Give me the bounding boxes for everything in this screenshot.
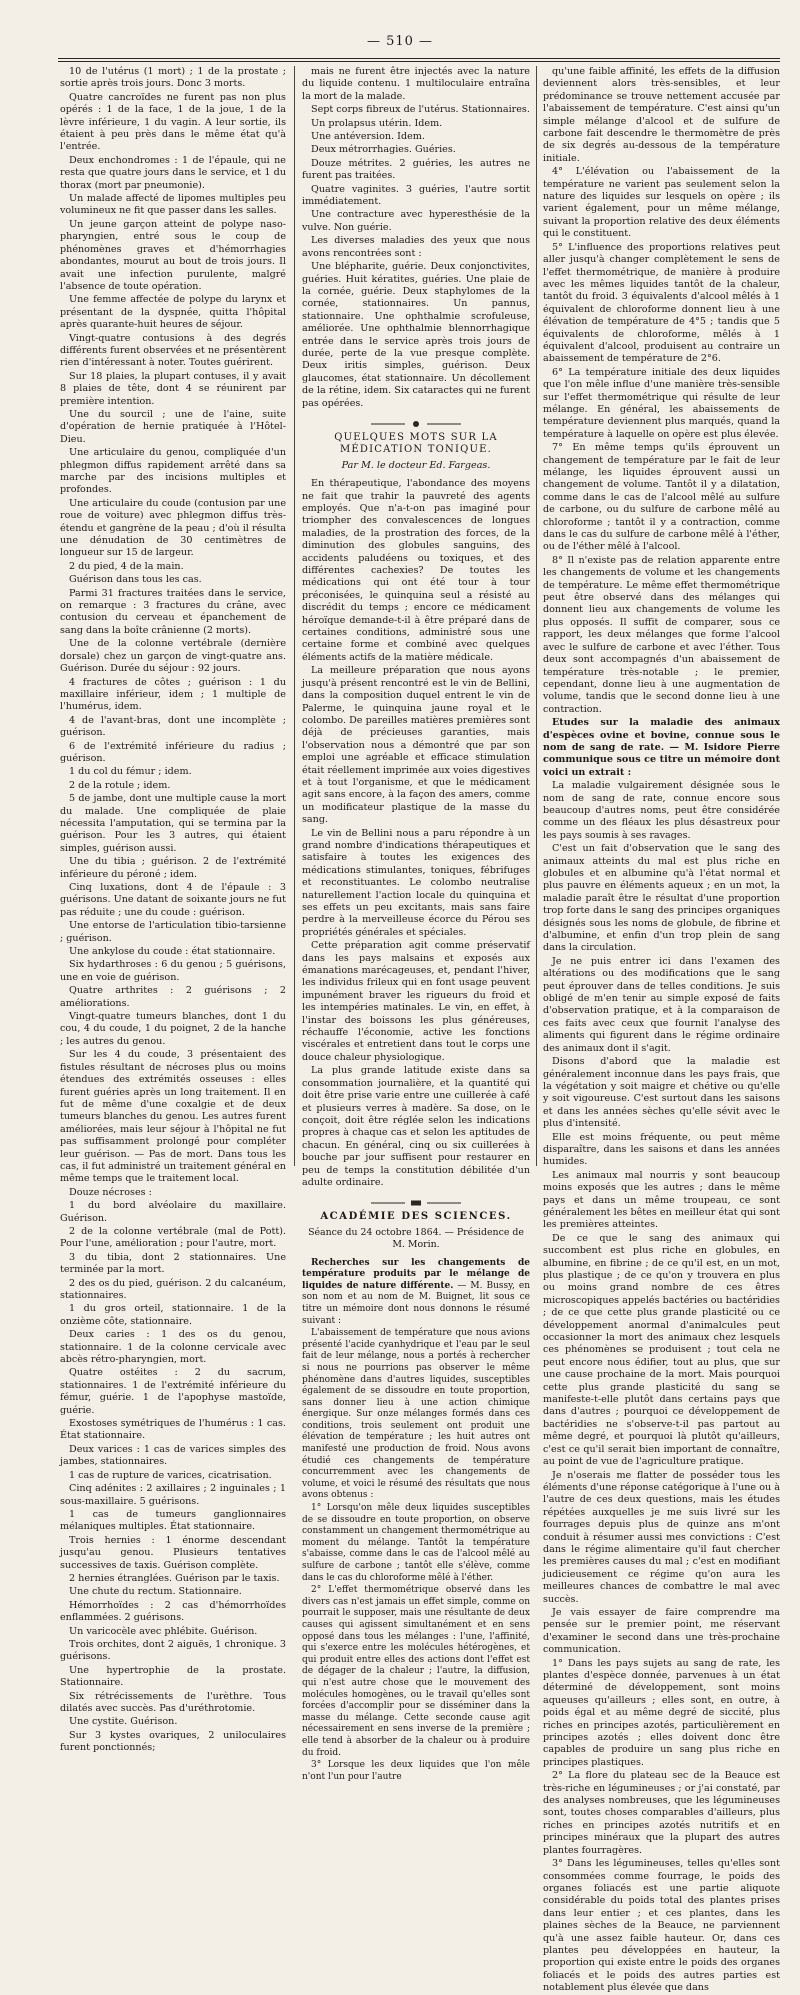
header-rule-thin xyxy=(58,61,780,62)
paragraph: Une blépharite, guérie. Deux conjonctivites, guéries. Huit kératites, guéries. Une plaie de la cornée, guérie. Deux staphylomes de la cornée, stationnaires. Un pannus, stationnaire. Une ophthalmie scrofuleuse, améliorée. Une ophthalmie blennorrhagique entrée dans le service après trois jours de durée, perte de la vue presque complète. Deux iritis simples, guérison. Deux glaucomes, état stationnaire. Un décollement de la rétine, idem. Six cataractes qui ne furent pas opérées. xyxy=(302,261,530,409)
paragraph: Sur 18 plaies, la plupart contuses, il y avait 8 plaies de tête, dont 4 se réunirent par première intention. xyxy=(60,370,286,407)
paragraph: En thérapeutique, l'abondance des moyens ne fait que trahir la pauvreté des agents employés. Que n'a-t-on pas imaginé pour triompher des convalescences de longues maladies, de la prostration des forces, de la diminution des globules sanguins, des accidents paludéens ou toxiques, et des différentes cachexies? De toutes les médications qui ont été tour à tour préconisées, le quinquina seul a résisté au discrédit du temps ; encore ce médicament héroïque demande-t-il à être préparé dans de certaines conditions, administré sous une certaine forme et combiné avec quelques éléments actifs de la matière médicale. xyxy=(302,478,530,663)
paragraph: Quatre arthrites : 2 guérisons ; 2 améliorations. xyxy=(60,985,286,1009)
column-3 xyxy=(543,66,780,1994)
academy-lead-paragraph xyxy=(302,1258,530,1328)
header-rule xyxy=(58,58,780,59)
paragraph: Une ankylose du coude : état stationnaire. xyxy=(69,946,276,958)
paragraph: 1° Lorsqu'on mêle deux liquides susceptibles de se dissoudre en toute proportion, on observe constamment un changement thermométrique au moment du mélange. Tantôt la température s'abaisse, comme dans le cas de l'alcool mêlé au sulfure de carbone ; tantôt elle s'élève, comme dans le cas du chloroforme mêlé à l'éther. xyxy=(302,1503,530,1583)
paragraph: 2 de la rotule ; idem. xyxy=(69,779,171,791)
paragraph: Je vais essayer de faire comprendre ma pensée sur le premier point, me réservant d'examiner le second dans une très-prochaine communication. xyxy=(543,1606,780,1656)
paragraph: Sur 3 kystes ovariques, 2 uniloculaires furent ponctionnés; xyxy=(60,1729,286,1754)
page-number: — 510 — xyxy=(366,34,434,49)
paragraph: Je ne puis entrer ici dans l'examen des altérations ou des modifications que le sang peut éprouver dans de telles conditions. Je suis obligé de m'en tenir au simple exposé de faits d'observation pratique, et à la comparaison de ces faits avec ceux que fournit l'analyse des aliments qui figurent dans le régime ordinaire des animaux dont il s'agit. xyxy=(543,955,780,1054)
paragraph: 3° Dans les légumineuses, telles qu'elles sont consommées comme fourrage, le poids des organes foliacés est une partie aliquote considérable du poids total des plantes prises dans leur entier ; et ces plantes, dans les plaines sèches de la Beauce, ne parviennent qu'à une assez faible hauteur. Or, dans ces plantes peu développées en hauteur, la proportion qui existe entre le poids des organes foliacés et le poids des autres parties est notablement plus élevée que dans xyxy=(543,1858,780,1994)
paragraph: 6° La température initiale des deux liquides que l'on mêle influe d'une manière très-sensible sur l'effet thermométrique qui résulte de leur mélange. En général, les abaissements de température deviennent plus marqués, quand la température à laquelle on opère est plus élevée. xyxy=(543,366,780,440)
paragraph: Une de la colonne vertébrale (dernière dorsale) chez un garçon de vingt-quatre ans. Guérison. Durée du séjour : 92 jours. xyxy=(60,638,286,675)
paragraph: Cinq luxations, dont 4 de l'épaule : 3 guérisons. Une datant de soixante jours ne fut pas réduite ; une du coude : guérison. xyxy=(60,882,286,918)
paragraph: 2 de la colonne vertébrale (mal de Pott). Pour l'une, amélioration ; pour l'autre, mort. xyxy=(60,1225,286,1250)
paragraph: Une hypertrophie de la prostate. Stationnaire. xyxy=(60,1664,286,1689)
paragraph: Deux enchondromes : 1 de l'épaule, qui ne resta que quatre jours dans le service, et 1 du thorax (mort par pneumonie). xyxy=(60,154,286,191)
paragraph: 2° L'effet thermométrique observé dans les divers cas n'est jamais un effet simple, comme on pourrait le supposer, mais une résultante de deux causes qui agissent simultanément et en sens opposé dans tous les mélanges : l'une, l'affinité, qui s'exerce entre les molécules hétérogènes, et qui produit entre elles des actions dont l'effet est de dégager de la chaleur ; l'autre, la diffusion, qui n'est autre chose que le mouvement des molécules homogènes, ou le travail qu'elles sont forcées d'accomplir pour se disséminer dans la masse du mélange. Cette seconde cause agit nécessairement en sens inverse de la première ; elle tend à absorber de la chaleur ou à produire du froid. xyxy=(302,1585,530,1758)
paragraph: Un varicocèle avec phlébite. Guérison. xyxy=(69,1625,258,1637)
paragraph: Une articulaire du coude (contusion par une roue de voiture) avec phlegmon diffus très-étendu et gangrène de la peau ; d'où il résulta une dénudation de 30 centimètres de longueur sur 15 de largeur. xyxy=(60,497,286,559)
paragraph: Six rétrécissements de l'urèthre. Tous dilatés avec succès. Pas d'uréthrotomie. xyxy=(60,1690,286,1714)
paragraph: 3 du tibia, dont 2 stationnaires. Une terminée par la mort. xyxy=(60,1251,286,1276)
paragraph: 4 fractures de côtes ; guérison : 1 du maxillaire inférieur, idem ; 1 multiple de l'humérus, idem. xyxy=(60,676,286,713)
paragraph: Une entorse de l'articulation tibio-tarsienne ; guérison. xyxy=(60,920,286,944)
paragraph: Les animaux mal nourris y sont beaucoup moins exposés que les autres ; dans le même pays et dans un même troupeau, ce sont généralement les bêtes en meilleur état qui sont les premières atteintes. xyxy=(543,1169,780,1231)
paragraph: L'abaissement de température que nous avions présenté l'acide cyanhydrique et l'eau par le seul fait de leur mélange, nous a portés à rechercher si nous ne pourrions pas observer le même phénomène dans d'autres liquides, susceptibles également de se dissoudre en toute proportion, sans donner lieu à une action chimique énergique. Sur onze mélanges formés dans ces conditions, trois seulement ont produit une élévation de température ; les huit autres ont manifesté une production de froid. Nous avons étudié ces changements de température concurremment avec les changements de volume, et voici le résumé des résultats que nous avons obtenus : xyxy=(302,1328,530,1501)
paragraph: 2 des os du pied, guérison. 2 du calcanéum, stationnaires. xyxy=(60,1277,286,1301)
paragraph: Je n'oserais me flatter de posséder tous les éléments d'une réponse catégorique à l'une ou à l'autre de ces deux questions, mais les études répétées auxquelles je me suis livré sur les fourrages depuis plus de quinze ans m'ont conduit à résumer aussi mes convictions : C'est dans le régime alimentaire qu'il faut chercher les premières causes du mal ; c'est en modifiant judicieusement ce régime qu'on aura les meilleures chances de combattre le mal avec succès. xyxy=(543,1469,780,1605)
paragraph: Six hydarthroses : 6 du genou ; 5 guérisons, une en voie de guérison. xyxy=(60,959,286,983)
paragraph: Douze métrites. 2 guéries, les autres ne furent pas traitées. xyxy=(302,157,530,182)
paragraph: 6 de l'extrémité inférieure du radius ; guérison. xyxy=(60,740,286,764)
paragraph: Trois orchites, dont 2 aiguës, 1 chronique. 3 guérisons. xyxy=(60,1638,286,1663)
academy-header xyxy=(302,1199,530,1251)
paragraph: Deux métrorrhagies. Guéries. xyxy=(311,144,456,156)
paragraph: Vingt-quatre contusions à des degrés différents furent observées et ne présentèrent rien d'intéressant à noter. Toutes guérirent. xyxy=(60,332,286,369)
paragraph: La plus grande latitude existe dans sa consommation journalière, et la quantité qui doit être prise varie entre une cuillerée à café et plusieurs verres à madère. Sa dose, on le conçoit, doit être réglée selon les indications propres à chaque cas et selon les aptitudes de chacun. En général, cinq ou six cuillerées à bouche par jour suffisent pour restaurer en peu de temps la constitution débilitée d'un adulte ordinaire. xyxy=(302,1065,530,1188)
paragraph: Une contracture avec hyperesthésie de la vulve. Non guérie. xyxy=(302,209,530,233)
section-title: ACADÉMIE DES SCIENCES. xyxy=(320,1211,512,1223)
paragraph: Le vin de Bellini nous a paru répondre à un grand nombre d'indications thérapeutiques et satisfaire à toutes les exigences des médications stimulantes, toniques, fébrifuges et reconstituantes. Le colombo neutralise naturellement l'action locale du quinquina et ses effets un peu excitants, mais sans faire perdre à la merveilleuse écorce du Pérou ses propriétés générales et spéciales. xyxy=(302,827,530,938)
paragraph: 4 de l'avant-bras, dont une incomplète ; guérison. xyxy=(60,714,286,739)
paragraph: Quatre vaginites. 3 guéries, l'autre sortit immédiatement. xyxy=(302,183,530,208)
paragraph: Une articulaire du genou, compliquée d'un phlegmon diffus rapidement arrêté dans sa marche par des incisions multiples et profondes. xyxy=(60,447,286,496)
paragraph: 5 de jambe, dont une multiple cause la mort du malade. Une compliquée de plaie nécessita l'amputation, qui se termina par la guérison. Pour les 3 autres, qui étaient simples, guérison aussi. xyxy=(60,793,286,854)
paragraph: qu'une faible affinité, les effets de la diffusion deviennent alors très-sensibles, et leur prédominance se trouve nettement accusée par l'abaissement de température. C'est ainsi qu'un simple mélange d'alcool et de sulfure de carbone fait descendre le thermomètre de près de six degrés au-dessous de la température initiale. xyxy=(543,66,780,164)
paragraph: C'est un fait d'observation que le sang des animaux atteints du mal est plus riche en globules et en albumine qu'à l'état normal et plus pauvre en éléments aqueux ; en un mot, la maladie paraît être le résultat d'une proportion trop forte dans le sang des principes organiques désignés sous les noms de globule, de fibrine et d'albumine, et enfin d'un trop plein de sang dans la circulation. xyxy=(543,843,780,954)
article-body xyxy=(302,478,530,1189)
paragraph: Guérison dans tous les cas. xyxy=(69,574,202,586)
paragraph: Une du tibia ; guérison. 2 de l'extrémité inférieure du péroné ; idem. xyxy=(60,856,286,880)
paragraph: 5° L'influence des proportions relatives peut aller jusqu'à changer complètement le sens de l'effet thermométrique, de manière à produire avec les mêmes liquides tantôt de la chaleur, tantôt du froid. 3 équivalents d'alcool mêlés à 1 équivalent de chloroforme donnent lieu à une élévation de température de 4°5 ; tandis que 5 équivalents de chloroforme, mêlés à 1 équivalent d'alcool, produisent au contraire un abaissement de température de 2°6. xyxy=(543,241,780,365)
paragraph: 2 du pied, 4 de la main. xyxy=(69,560,184,572)
paragraph: Etudes sur la maladie des animaux d'espèces ovine et bovine, connue sous le nom de sang de rate. — M. Isidore Pierre communique sous ce titre un mémoire dont voici un extrait : xyxy=(543,717,780,778)
article-author: Par M. le docteur Ed. Fargeas. xyxy=(341,459,491,471)
paragraph: 1 cas de tumeurs ganglionnaires mélaniques multiples. État stationnaire. xyxy=(60,1508,286,1533)
ornament-divider xyxy=(371,420,461,428)
paragraph: Un jeune garçon atteint de polype naso-pharyngien, entré sous le coup de phénomènes graves et d'hémorrhagies abondantes, mourut au bout de trois jours. Il avait une infection purulente, malgré l'absence de toute opération. xyxy=(60,218,286,292)
paragraph: Un prolapsus utérin. Idem. xyxy=(311,117,443,129)
session-line: Séance du 24 octobre 1864. — Présidence de M. Morin. xyxy=(308,1226,524,1251)
paragraph: Une antéversion. Idem. xyxy=(311,131,425,143)
paragraph: Hémorrhoïdes : 2 cas d'hémorrhoïdes enflammées. 2 guérisons. xyxy=(60,1599,286,1624)
paragraph: Une chute du rectum. Stationnaire. xyxy=(69,1586,242,1598)
paragraph: Sept corps fibreux de l'utérus. Stationnaires. xyxy=(311,104,530,116)
memoir-intro: — M. Bussy, en son nom et au nom de M. Buignet, lit sous ce titre un mémoire dont nous donnons le résumé suivant : xyxy=(302,1280,530,1326)
paragraph: 1 du bord alvéolaire du maxillaire. Guérison. xyxy=(60,1200,286,1224)
paragraph: Les diverses maladies des yeux que nous avons rencontrées sont : xyxy=(302,235,530,259)
paragraph: mais ne furent être injectés avec la nature du liquide contenu. 1 multiloculaire entraîna la mort de la malade. xyxy=(302,66,530,102)
paragraph: 1 du gros orteil, stationnaire. 1 de la onzième côte, stationnaire. xyxy=(60,1303,286,1327)
paragraph: Un malade affecté de lipomes multiples peu volumineux ne fit que passer dans les salles. xyxy=(60,193,286,217)
paragraph: 8° Il n'existe pas de relation apparente entre les changements de volume et les changements de température. Le même effet thermométrique peut être observé dans des mélanges qui donnent lieu aux changements de volume les plus opposés. Il suffit de comparer, sous ce rapport, les deux mélanges que forme l'alcool avec le sulfure de carbone et avec l'éther. Tous deux sont accompagnés d'un abaissement de température très-notable ; le premier, cependant, donne lieu à une augmentation de volume, tandis que le second donne lieu à une contraction. xyxy=(543,554,780,715)
column-divider xyxy=(536,66,537,1166)
paragraph: De ce que le sang des animaux qui succombent est plus riche en globules, en albumine, en fibrine ; de ce qu'il est, en un mot, plus plastique ; de ce qu'on y trouvera en plus ou moins grand nombre de ces êtres microscopiques appelés bactéries ou bactéridies ; de ce que cette plus grande plasticité ou ce développement anormal d'animalcules peut occasionner la mort des animaux chez lesquels ces phénomènes se produisent ; tout cela ne peut encore nous édifier, tout au plus, que sur une cause prochaine de la mort. Mais pourquoi cette plus grande plasticité du sang se manifeste-t-elle plutôt dans certains pays que dans d'autres ; pourquoi ce développement de bactéridies ne s'observe-t-il pas partout au même degré, et pourquoi là plutôt qu'ailleurs, c'est ce qu'il serait bien important de connaître, au point de vue de l'agriculture pratique. xyxy=(543,1232,780,1468)
article-title: QUELQUES MOTS SUR LA MÉDICATION TONIQUE. xyxy=(334,431,498,456)
paragraph: 10 de l'utérus (1 mort) ; 1 de la prostate ; sortie après trois jours. Donc 3 morts. xyxy=(60,66,286,90)
column-2 xyxy=(302,66,530,1782)
paragraph: Disons d'abord que la maladie est généralement inconnue dans les pays frais, que la végétation y soit maigre et chétive ou qu'elle y soit vigoureuse. C'est surtout dans les saisons et dans les années sèches qu'elle sévit avec le plus d'intensité. xyxy=(543,1056,780,1130)
paragraph: Deux varices : 1 cas de varices simples des jambes, stationnaires. xyxy=(60,1443,286,1468)
paragraph: Vingt-quatre tumeurs blanches, dont 1 du cou, 4 du coude, 1 du poignet, 2 de la hanche ; les autres du genou. xyxy=(60,1011,286,1047)
paragraph: Trois hernies : 1 énorme descendant jusqu'au genou. Plusieurs tentatives successives de taxis. Guérison complète. xyxy=(60,1534,286,1571)
paragraph: Elle est moins fréquente, ou peut même disparaître, dans les saisons et dans les années humides. xyxy=(543,1131,780,1168)
article-header xyxy=(302,420,530,472)
paragraph: Douze nécroses : xyxy=(69,1186,152,1198)
paragraph: 1° Dans les pays sujets au sang de rate, les plantes d'espèce donnée, parvenues à un état déterminé de développement, sont moins aqueuses qu'ailleurs ; elles sont, en outre, à poids égal et au même degré de siccité, plus riches en principes azotés, particulièrement en principes azotés ; elles doivent donc être capables de produire un sang plus riche en principes plastiques. xyxy=(543,1657,780,1768)
paragraph: 2° La flore du plateau sec de la Beauce est très-riche en légumineuses ; or j'ai constaté, par des analyses nombreuses, que les légumineuses sont, toutes choses comparables d'ailleurs, plus riches en principes azotés nutritifs et en principes minéraux que la plupart des autres plantes fourragères. xyxy=(543,1770,780,1856)
paragraph: Cette préparation agit comme préservatif dans les pays malsains et exposés aux émanations marécageuses, et, pendant l'hiver, les individus frileux qui en font usage peuvent impunément braver les rigueurs du froid et les intempéries matinales. Le vin, en effet, à l'instar des boissons les plus généreuses, réchauffe l'économie, active les fonctions viscérales et entretient dans tout le corps une douce chaleur physiologique. xyxy=(302,940,530,1063)
ornament-divider xyxy=(371,1199,461,1207)
column-1 xyxy=(60,66,286,1754)
paragraph: Exostoses symétriques de l'humérus : 1 cas. État stationnaire. xyxy=(60,1418,286,1442)
paragraph: Une femme affectée de polype du larynx et présentant de la dyspnée, quitta l'hôpital après quarante-huit heures de séjour. xyxy=(60,294,286,331)
paragraph: 2 hernies étranglées. Guérison par le taxis. xyxy=(69,1572,280,1584)
paragraph: 4° L'élévation ou l'abaissement de la température ne varient pas seulement selon la nature des liquides sur lesquels on opère ; ils varient également, pour un même mélange, suivant la proportion relative des deux éléments qui le constituent. xyxy=(543,166,780,240)
paragraph: Une cystite. Guérison. xyxy=(69,1716,178,1728)
paragraph: Quatre cancroïdes ne furent pas non plus opérés : 1 de la face, 1 de la joue, 1 de la lèvre inférieure, 1 du vagin. A leur sortie, ils étaient à peu près dans le même état qu'à l'entrée. xyxy=(60,91,286,153)
paragraph: 1 cas de rupture de varices, cicatrisation. xyxy=(69,1469,272,1481)
memoir-title: Recherches sur les changements de température produits par le mélange de liquides de nature différente. xyxy=(302,1257,530,1291)
paragraph: Deux caries : 1 des os du genou, stationnaire. 1 de la colonne cervicale avec abcès rétro-pharyngien, mort. xyxy=(60,1329,286,1366)
paragraph: 7° En même temps qu'ils éprouvent un changement de température par le fait de leur mélange, les liquides éprouvent aussi un changement de volume. Tantôt il y a dilatation, comme dans le cas de l'alcool mêlé au sulfure de carbone, ou du sulfure de carbone mêlé au chloroforme ; tantôt il y a contraction, comme dans le cas du sulfure de carbone mêlé à l'éther, ou de l'éther mêlé à l'alcool. xyxy=(543,442,780,553)
paragraph: Sur les 4 du coude, 3 présentaient des fistules résultant de nécroses plus ou moins étendues des extrémités osseuses : elles furent guéries après un long traitement. Il en fut de même d'une coxalgie et de deux tumeurs blanches du genou. Les autres furent améliorées, mais leur séjour à l'hôpital ne fut pas suffisamment prolongé pour compléter leur guérison. — Pas de mort. Dans tous les cas, il fut administré un traitement général en même temps que le traitement local. xyxy=(60,1049,286,1185)
case-report-continued xyxy=(302,66,530,410)
academy-body xyxy=(302,1328,530,1783)
paragraph: 1 du col du fémur ; idem. xyxy=(69,766,192,778)
paragraph: Cinq adénites : 2 axillaires ; 2 inguinales ; 1 sous-maxillaire. 5 guérisons. xyxy=(60,1483,286,1507)
paragraph: Parmi 31 fractures traitées dans le service, on remarque : 3 fractures du crâne, avec contusion du cerveau et épanchement de sang dans la boîte crânienne (2 morts). xyxy=(60,587,286,636)
paragraph: La meilleure préparation que nous ayons jusqu'à présent rencontré est le vin de Bellini, dans la composition duquel entrent le vin de Palerme, le quinquina jaune royal et le colombo. De pareilles matières premières sont déjà de précieuses garanties, mais l'observation nous a démontré que par son emploi une agréable et efficace stimulation était réellement imprimée aux voies digestives et à tout l'organisme, et que le médicament agit sans encore, à la façon des amers, comme un modificateur plastique de la masse du sang. xyxy=(302,665,530,826)
paragraph: 3° Lorsque les deux liquides que l'on mêle n'ont l'un pour l'autre xyxy=(302,1760,530,1782)
paragraph: La maladie vulgairement désignée sous le nom de sang de rate, connue encore sous beaucoup d'autres noms, peut être considérée comme un des fléaux les plus désastreux pour les pays soumis à ses ravages. xyxy=(543,780,780,841)
paragraph: Quatre ostéites : 2 du sacrum, stationnaires. 1 de l'extrémité inférieure du fémur, guérie. 1 de l'apophyse mastoïde, guérie. xyxy=(60,1367,286,1416)
paragraph: Une du sourcil ; une de l'aine, suite d'opération de hernie pratiquée à l'Hôtel-Dieu. xyxy=(60,408,286,445)
column-divider xyxy=(294,66,295,1166)
